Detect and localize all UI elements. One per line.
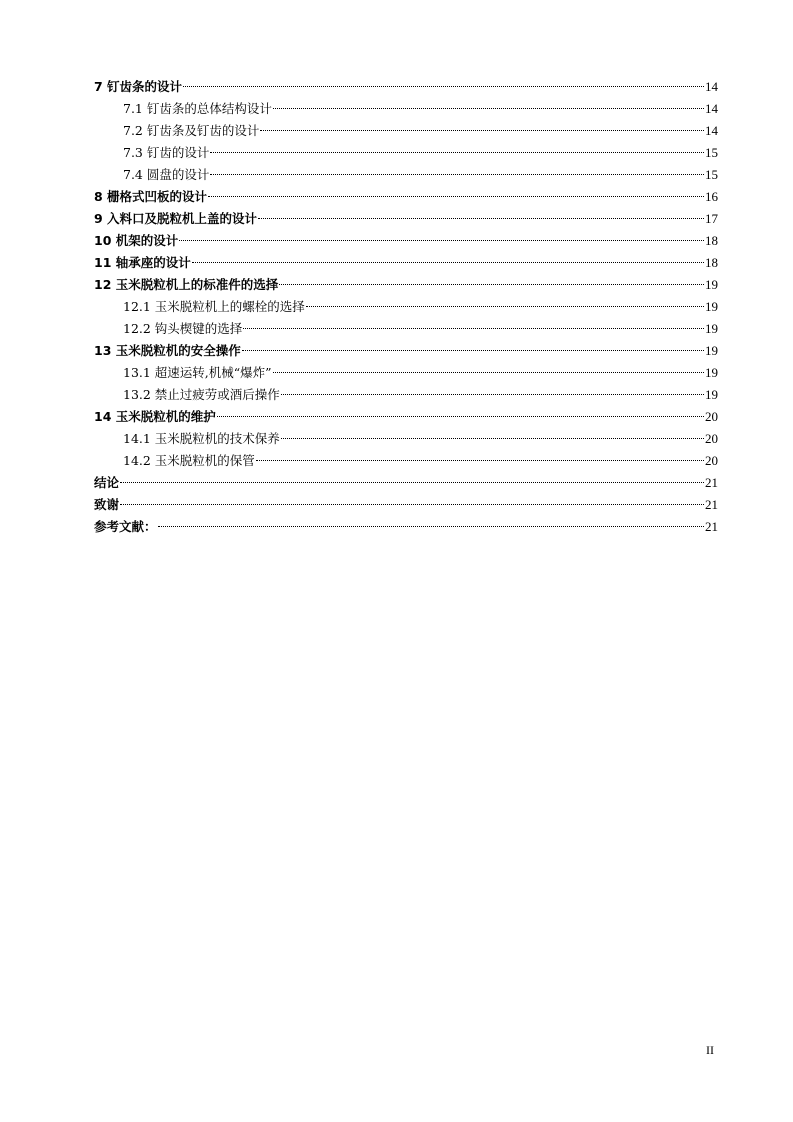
toc-entry[interactable] [94, 142, 718, 164]
toc-entry-page: 15 [705, 145, 718, 160]
toc-entry-page: 19 [705, 343, 718, 358]
toc-entry-label: 12.2 钩头楔键的选择 [123, 321, 243, 336]
toc-leader-dots [179, 240, 704, 241]
toc-entry-label: 参考文献： [94, 519, 157, 534]
toc-entry-page: 20 [705, 431, 718, 446]
toc-entry-page: 19 [705, 299, 718, 314]
toc-entry-page: 14 [705, 123, 718, 138]
toc-entry-page: 17 [705, 211, 718, 226]
toc-entry-page: 21 [705, 519, 718, 534]
toc-entry-page: 20 [705, 453, 718, 468]
toc-leader-dots [192, 262, 704, 263]
toc-leader-dots [273, 372, 704, 373]
toc-entry[interactable] [94, 450, 718, 472]
toc-entry[interactable] [94, 120, 718, 142]
toc-leader-dots [208, 196, 704, 197]
toc-leader-dots [242, 350, 704, 351]
toc-leader-dots [281, 438, 704, 439]
toc-entry[interactable] [94, 406, 718, 428]
toc-entry-label: 致谢 [94, 497, 120, 512]
toc-entry-label: 14.1 玉米脱粒机的技术保养 [123, 431, 280, 446]
toc-entry-label: 8 栅格式凹板的设计 [94, 189, 208, 204]
toc-entry[interactable] [94, 472, 718, 494]
toc-entry-page: 21 [705, 475, 718, 490]
toc-leader-dots [120, 504, 704, 505]
toc-entry[interactable] [94, 296, 718, 318]
toc-leader-dots [256, 460, 704, 461]
toc-entry[interactable] [94, 98, 718, 120]
toc-entry[interactable] [94, 516, 718, 538]
toc-entry[interactable] [94, 318, 718, 340]
toc-entry[interactable] [94, 164, 718, 186]
toc-entry-label: 9 入料口及脱粒机上盖的设计 [94, 211, 258, 226]
toc-entry[interactable] [94, 186, 718, 208]
toc-entry-page: 18 [705, 255, 718, 270]
toc-entry[interactable] [94, 362, 718, 384]
toc-entry-label: 13.1 超速运转,机械“爆炸” [123, 365, 272, 380]
toc-entry-page: 19 [705, 277, 718, 292]
toc-entry-page: 19 [705, 321, 718, 336]
toc-entry-page: 19 [705, 365, 718, 380]
toc-leader-dots [279, 284, 704, 285]
toc-leader-dots [281, 394, 704, 395]
toc-entry[interactable] [94, 384, 718, 406]
toc-leader-dots [258, 218, 704, 219]
toc-entry-label: 11 轴承座的设计 [94, 255, 191, 270]
toc-leader-dots [210, 174, 704, 175]
toc-leader-dots [243, 328, 704, 329]
toc-entry-label: 12 玉米脱粒机上的标准件的选择 [94, 277, 279, 292]
toc-entry-page: 14 [705, 79, 718, 94]
toc-entry-label: 13 玉米脱粒机的安全操作 [94, 343, 241, 358]
toc-entry-page: 18 [705, 233, 718, 248]
toc-entry-label: 7.3 钉齿的设计 [123, 145, 210, 160]
toc-entry[interactable] [94, 230, 718, 252]
toc-entry[interactable] [94, 76, 718, 98]
toc-leader-dots [273, 108, 704, 109]
toc-entry[interactable] [94, 208, 718, 230]
toc-entry-page: 19 [705, 387, 718, 402]
toc-leader-dots [260, 130, 704, 131]
page-number: II [706, 1043, 714, 1057]
toc-entry[interactable] [94, 428, 718, 450]
toc-entry-label: 7.2 钉齿条及钉齿的设计 [123, 123, 260, 138]
toc-entry-page: 16 [705, 189, 718, 204]
toc-entry-page: 21 [705, 497, 718, 512]
toc-entry-page: 14 [705, 101, 718, 116]
table-of-contents [94, 76, 718, 538]
toc-entry-label: 7.4 圆盘的设计 [123, 167, 210, 182]
toc-entry-label: 14.2 玉米脱粒机的保管 [123, 453, 255, 468]
toc-entry-label: 7 钉齿条的设计 [94, 79, 183, 94]
toc-entry-label: 10 机架的设计 [94, 233, 179, 248]
toc-leader-dots [183, 86, 704, 87]
toc-entry-label: 12.1 玉米脱粒机上的螺栓的选择 [123, 299, 305, 314]
toc-leader-dots [306, 306, 704, 307]
toc-leader-dots [217, 416, 704, 417]
toc-entry-label: 结论 [94, 475, 120, 490]
toc-entry-page: 20 [705, 409, 718, 424]
toc-entry-label: 7.1 钉齿条的总体结构设计 [123, 101, 272, 116]
toc-entry[interactable] [94, 494, 718, 516]
toc-leader-dots [158, 526, 704, 527]
toc-entry-label: 13.2 禁止过疲劳或酒后操作 [123, 387, 280, 402]
toc-entry[interactable] [94, 340, 718, 362]
toc-leader-dots [210, 152, 704, 153]
toc-entry-label: 14 玉米脱粒机的维护 [94, 409, 216, 424]
toc-entry-page: 15 [705, 167, 718, 182]
toc-leader-dots [120, 482, 704, 483]
toc-entry[interactable] [94, 252, 718, 274]
toc-entry[interactable] [94, 274, 718, 296]
